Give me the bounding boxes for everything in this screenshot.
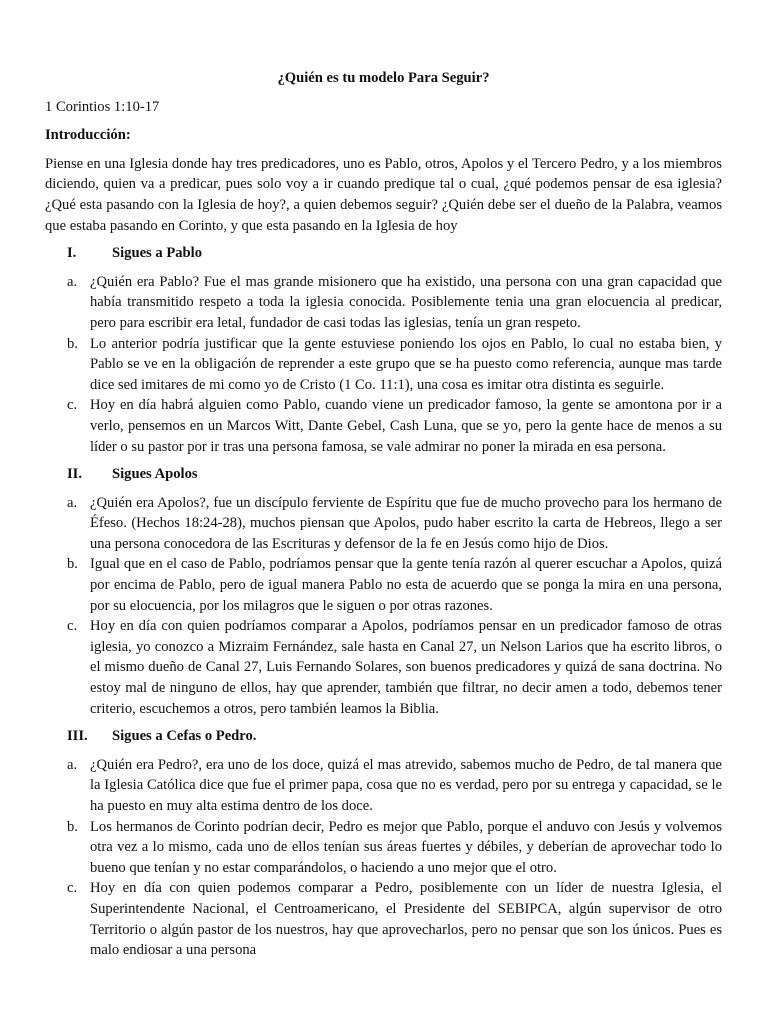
- intro-heading: Introducción:: [45, 127, 131, 144]
- item-text: Lo anterior podría justificar que la gente estuviese poniendo los ojos en Pablo, lo cual no estaba bien, y Pablo se ve en la obligación de reprender a este grupo que se ha puesto como referencia, aunque mas tarde dice sed imitares de mi como yo de Cristo (1 Co. 11:1), una cosa es imitar otra distinta es seguirle.: [90, 335, 722, 393]
- section-heading-pablo: [45, 243, 722, 264]
- section-list-pedro: [45, 755, 722, 961]
- list-item: [45, 334, 722, 396]
- item-letter: a.: [67, 273, 78, 290]
- item-letter: b.: [67, 818, 78, 835]
- item-text: ¿Quién era Pedro?, era uno de los doce, quizá el mas atrevido, sabemos mucho de Pedro, de tal manera que la Iglesia Católica dice que fue el primer papa, cosa que no es verdad, pero por su entrega y capacidad, se le ha puesto en muy alta estima dentro de los doce.: [90, 756, 722, 814]
- section-numeral: I.: [67, 245, 77, 262]
- item-text: Los hermanos de Corinto podrían decir, Pedro es mejor que Pablo, porque el anduvo con Jesús y volvemos otra vez a lo mismo, cada uno de ellos tenían sus áreas fuertes y débiles, y deberían de aprovechar todo lo bueno que tenían y no estar comparándolos, o haciendo a uno mejor que el otro.: [90, 818, 722, 876]
- list-item: [45, 493, 722, 555]
- section-list-apolos: [45, 493, 722, 720]
- list-item: [45, 616, 722, 719]
- intro-paragraph: Piense en una Iglesia donde hay tres predicadores, uno es Pablo, otros, Apolos y el Tercero Pedro, y a los miembros diciendo, quien va a predicar, pues solo voy a ir cuando predique tal o cual, ¿qué podemos pensar de esa iglesia? ¿Qué esta pasando con la Iglesia de hoy?, a quien debemos seguir? ¿Quién debe ser el dueño de la Palabra, veamos que estaba pasando en Corinto, y que esta pasando en la Iglesia de hoy: [45, 155, 722, 234]
- item-letter: b.: [67, 335, 78, 352]
- item-text: ¿Quién era Pablo? Fue el mas grande misionero que ha existido, una persona con una gran capacidad que había transmitido respeto a toda la iglesia conocida. Posiblemente tenia una gran elocuencia al predicar, pero para escribir era letal, fundador de casi todas las iglesias, tenía un gran respeto.: [90, 273, 722, 331]
- item-letter: c.: [67, 397, 78, 414]
- list-item: [45, 878, 722, 960]
- item-letter: a.: [67, 494, 78, 511]
- list-item: [45, 272, 722, 334]
- item-text: Igual que en el caso de Pablo, podríamos pensar que la gente tenía razón al querer escuchar a Apolos, quizá por encima de Pablo, pero de igual manera Pablo no esta de acuerdo que se ponga la mira en una persona, por su elocuencia, por los milagros que le siguen o por otras razones.: [90, 556, 722, 614]
- section-numeral: II.: [67, 466, 83, 483]
- section-heading-pedro: [45, 726, 722, 747]
- item-text: ¿Quién era Apolos?, fue un discípulo ferviente de Espíritu que fue de mucho provecho para los hermano de Éfeso. (Hechos 18:24-28), muchos piensan que Apolos, pudo haber escrito la carta de Hebreos, llego a ser una persona conocedora de las Escrituras y defensor de la fe en Jesús como hijo de Dios.: [90, 494, 722, 552]
- list-item: [45, 395, 722, 457]
- section-list-pablo: [45, 272, 722, 457]
- list-item: [45, 755, 722, 817]
- section-title: Sigues a Cefas o Pedro.: [112, 728, 257, 745]
- list-item: [45, 554, 722, 616]
- item-text: Hoy en día con quien podemos comparar a Pedro, posiblemente con un líder de nuestra Iglesia, el Superintendente Nacional, el Centroamericano, el Presidente del SEBIPCA, algún supervisor de otro Territorio o algún pastor de los nuestros, hay que aprovecharlos, pero no pensar que son los únicos. Pues es malo endiosar a una persona: [90, 880, 722, 959]
- item-text: Hoy en día habrá alguien como Pablo, cuando viene un predicador famoso, la gente se amontona por ir a verlo, pensemos en un Marcos Witt, Dante Gebel, Cash Luna, que se yo, pero la gente hace de menos a su líder o su pastor por ir tras una persona famosa, se vale admirar no poner la mirada en esa persona.: [90, 397, 722, 455]
- list-item: [45, 817, 722, 879]
- bible-reference: 1 Corintios 1:10-17: [45, 98, 160, 115]
- section-numeral: III.: [67, 728, 88, 745]
- item-letter: c.: [67, 618, 78, 635]
- item-text: Hoy en día con quien podríamos comparar a Apolos, podríamos pensar en un predicador famoso de otras iglesia, yo conozco a Mizraim Fernández, sale hasta en Canal 27, un Nelson Larios que ha escrito libros, o el mismo dueño de Canal 27, Luis Fernando Solares, son buenos predicadores y quizá de sana doctrina. No estoy mal de ninguno de ellos, hay que aprender, también que filtrar, no decir amen a todo, debemos tener criterio, escuchemos a otros, pero también leamos la Biblia.: [90, 618, 722, 717]
- item-letter: b.: [67, 556, 78, 573]
- section-heading-apolos: [45, 464, 722, 485]
- item-letter: a.: [67, 756, 78, 773]
- item-letter: c.: [67, 880, 78, 897]
- section-title: Sigues a Pablo: [112, 245, 203, 262]
- section-title: Sigues Apolos: [112, 466, 198, 483]
- document-title: ¿Quién es tu modelo Para Seguir?: [277, 70, 490, 86]
